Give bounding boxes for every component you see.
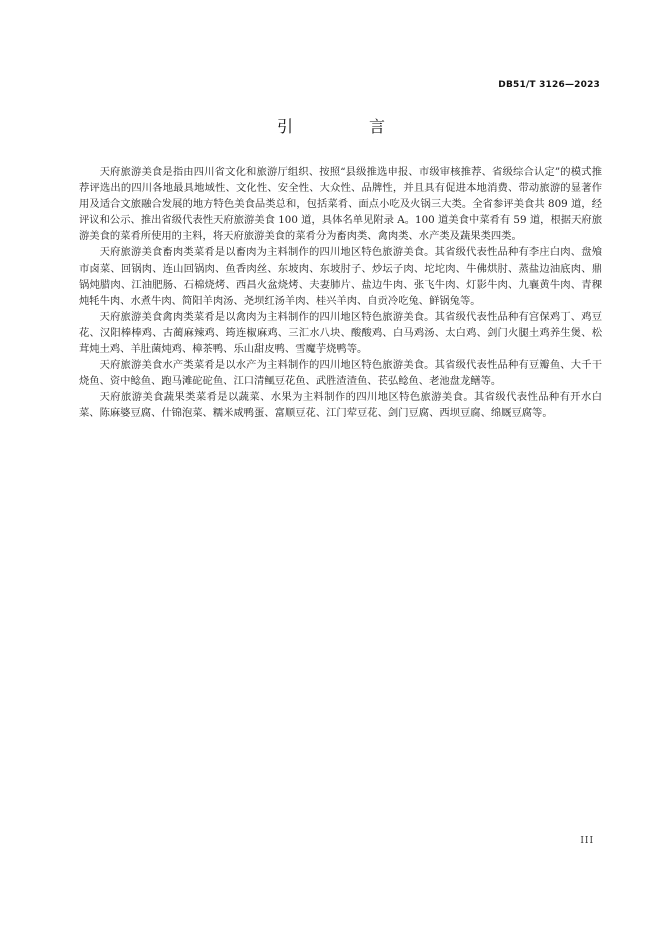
paragraph-aquatic: 天府旅游美食水产类菜肴是以水产为主料制作的四川地区特色旅游美食。其省级代表性品种有豆瓣鱼、大千干烧鱼、资中鲶鱼、跑马滩砣砣鱼、江口清鲺豆花鱼、武胜渣渣鱼、苌弘鲶鱼、老池盘龙鳝等。 — [79, 359, 602, 388]
paragraph-vegetables-fruits: 天府旅游美食蔬果类菜肴是以蔬菜、水果为主料制作的四川地区特色旅游美食。其省级代表性品种有开水白菜、陈麻婆豆腐、什锦泡菜、糯米咸鸭蛋、富顺豆花、江门荤豆花、剑门豆腐、西坝豆腐、绵厩豆腐等。 — [79, 391, 602, 420]
paragraph-poultry: 天府旅游美食禽肉类菜肴是以禽肉为主料制作的四川地区特色旅游美食。其省级代表性品种有宫保鸡丁、鸡豆花、汉阳棒棒鸡、古蔺麻辣鸡、筠连椒麻鸡、三汇水八块、酸酸鸡、白马鸡汤、太白鸡、剑门火腿土鸡养生煲、松茸炖土鸡、羊肚菌炖鸡、樟茶鸭、乐山甜皮鸭、雪魔芋烧鸭等。 — [79, 310, 602, 356]
page-number: III — [580, 836, 594, 846]
standard-code: DB51/T 3126—2023 — [498, 80, 600, 90]
document-body — [79, 164, 602, 422]
paragraph-livestock-meat: 天府旅游美食畜肉类菜肴是以畜肉为主料制作的四川地区特色旅游美食。其省级代表性品种有李庄白肉、盘飧市卤菜、回锅肉、连山回锅肉、鱼香肉丝、东坡肉、东坡肘子、炒坛子肉、坨坨肉、牛佛烘肘、蒸盐边油底肉、鼎锅炖腊肉、江油肥肠、石棉烧烤、西昌火盆烧烤、夫妻肺片、盐边牛肉、张飞牛肉、灯影牛肉、九襄黄牛肉、青稞炖牦牛肉、水煮牛肉、简阳羊肉汤、尧坝红汤羊肉、桂兴羊肉、自贡冷吃兔、鲜锅兔等。 — [79, 246, 602, 307]
page-title: 引 言 — [276, 117, 415, 136]
paragraph-intro: 天府旅游美食是指由四川省文化和旅游厅组织、按照“县级推选申报、市级审核推荐、省级综合认定”的模式推荐评选出的四川各地最具地域性、文化性、安全性、大众性、品牌性，并且具有促进本地消费、带动旅游的显著作用及适合文旅融合发展的地方特色美食品类总和，包括菜肴、面点小吃及火锅三大类。全省参评美食共 809 道，经评议和公示、推出省级代表性天府旅游美食 100 道，具体名单见附录 A。100 道美食中菜肴有 59 道，根据天府旅游美食的菜肴所使用的主料，将天府旅游美食的菜肴分为畜肉类、禽肉类、水产类及蔬果类四类。 — [79, 166, 602, 243]
